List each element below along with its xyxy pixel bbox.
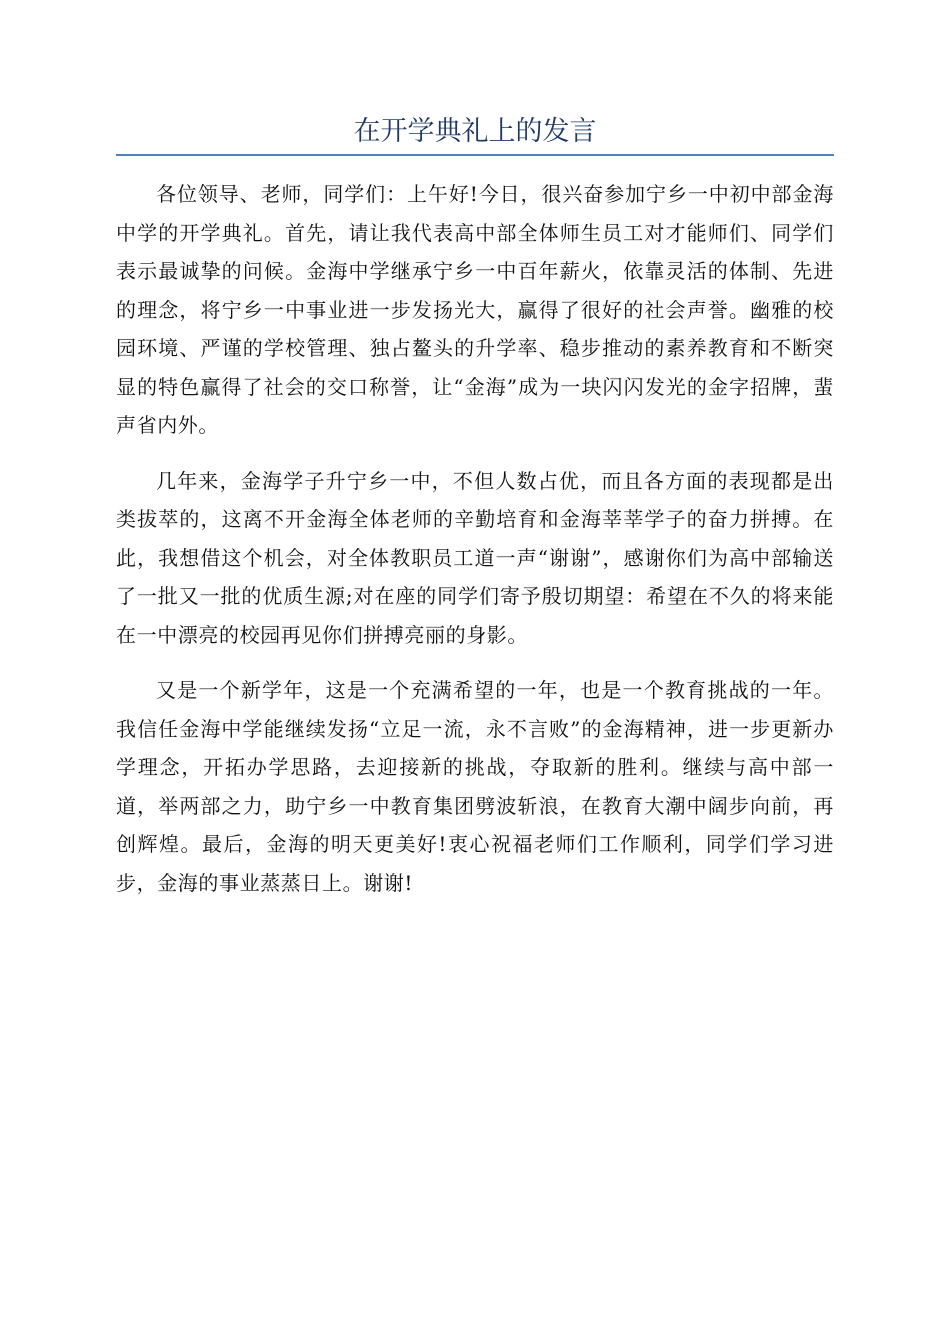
title-underline xyxy=(116,154,834,156)
paragraph-2: 几年来，金海学子升宁乡一中，不但人数占优，而且各方面的表现都是出类拔萃的，这离不开金海全体老师的辛勤培育和金海莘莘学子的奋力拼搏。在此，我想借这个机会，对全体教职员工道一声“谢谢”，感谢你们为高中部输送了一批又一批的优质生源;对在座的同学们寄予殷切期望：希望在不久的将来能在一中漂亮的校园再见你们拼搏亮丽的身影。 xyxy=(116,468,834,647)
page-title: 在开学典礼上的发言 xyxy=(353,116,597,147)
paragraph-1: 各位领导、老师，同学们：上午好!今日，很兴奋参加宁乡一中初中部金海中学的开学典礼。首先，请让我代表高中部全体师生员工对才能师们、同学们表示最诚挚的问候。金海中学继承宁乡一中百年薪火，依靠灵活的体制、先进的理念，将宁乡一中事业进一步发扬光大，赢得了很好的社会声誉。幽雅的校园环境、严谨的学校管理、独占鳌头的升学率、稳步推动的素养教育和不断突显的特色赢得了社会的交口称誉，让“金海”成为一块闪闪发光的金字招牌，蜚声省内外。 xyxy=(116,182,834,437)
paragraph-3: 又是一个新学年，这是一个充满希望的一年，也是一个教育挑战的一年。我信任金海中学能继续发扬“立足一流，永不言败”的金海精神，进一步更新办学理念，开拓办学思路，去迎接新的挑战，夺取新的胜利。继续与高中部一道，举两部之力，助宁乡一中教育集团劈波斩浪，在教育大潮中阔步向前，再创辉煌。最后，金海的明天更美好!衷心祝福老师们工作顺利，同学们学习进步，金海的事业蒸蒸日上。谢谢! xyxy=(116,678,834,895)
document-body xyxy=(116,175,834,919)
